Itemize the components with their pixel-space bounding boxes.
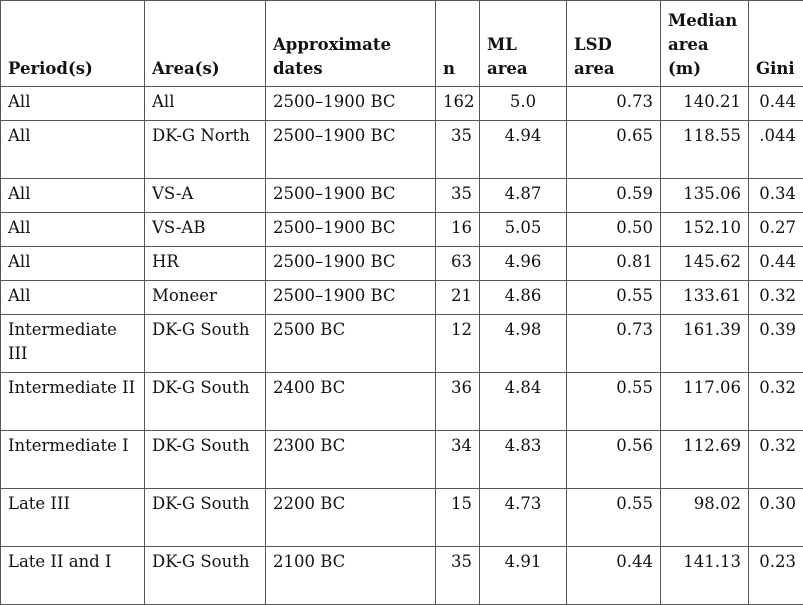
cell-lsd-area: 0.73 [567, 315, 661, 373]
cell-period: All [1, 121, 145, 179]
header-row [1, 1, 803, 87]
cell-n: 36 [436, 373, 480, 431]
cell-dates: 2100 BC [266, 547, 436, 605]
cell-median-area: 145.62 [661, 247, 749, 281]
cell-period: Late III [1, 489, 145, 547]
cell-area: DK-G South [145, 547, 266, 605]
cell-median-area: 141.13 [661, 547, 749, 605]
cell-dates: 2500–1900 BC [266, 281, 436, 315]
table-body [1, 87, 803, 605]
cell-lsd-area: 0.59 [567, 179, 661, 213]
cell-lsd-area: 0.81 [567, 247, 661, 281]
table-row [1, 281, 803, 315]
cell-area: VS-A [145, 179, 266, 213]
cell-area: DK-G North [145, 121, 266, 179]
cell-median-area: 98.02 [661, 489, 749, 547]
table-row [1, 315, 803, 373]
header-dates: Approximate dates [266, 1, 436, 87]
cell-dates: 2500–1900 BC [266, 179, 436, 213]
cell-area: HR [145, 247, 266, 281]
cell-ml-area: 4.91 [480, 547, 567, 605]
cell-area: DK-G South [145, 489, 266, 547]
cell-period: All [1, 87, 145, 121]
cell-n: 35 [436, 121, 480, 179]
cell-period: Intermediate III [1, 315, 145, 373]
cell-period: All [1, 213, 145, 247]
cell-area: VS-AB [145, 213, 266, 247]
cell-lsd-area: 0.44 [567, 547, 661, 605]
cell-n: 16 [436, 213, 480, 247]
table-row [1, 547, 803, 605]
cell-period: All [1, 179, 145, 213]
cell-lsd-area: 0.50 [567, 213, 661, 247]
cell-area: DK-G South [145, 315, 266, 373]
cell-lsd-area: 0.73 [567, 87, 661, 121]
cell-lsd-area: 0.55 [567, 489, 661, 547]
cell-dates: 2500–1900 BC [266, 87, 436, 121]
cell-ml-area: 4.83 [480, 431, 567, 489]
header-n: n [436, 1, 480, 87]
header-gini: Gini [749, 1, 803, 87]
cell-dates: 2500 BC [266, 315, 436, 373]
header-period: Period(s) [1, 1, 145, 87]
cell-period: Intermediate I [1, 431, 145, 489]
cell-ml-area: 4.73 [480, 489, 567, 547]
cell-n: 35 [436, 547, 480, 605]
cell-median-area: 140.21 [661, 87, 749, 121]
cell-ml-area: 4.96 [480, 247, 567, 281]
cell-dates: 2500–1900 BC [266, 121, 436, 179]
cell-n: 15 [436, 489, 480, 547]
cell-dates: 2300 BC [266, 431, 436, 489]
cell-ml-area: 4.84 [480, 373, 567, 431]
cell-n: 12 [436, 315, 480, 373]
cell-area: Moneer [145, 281, 266, 315]
table-row [1, 121, 803, 179]
table-row [1, 179, 803, 213]
cell-gini: 0.44 [749, 87, 803, 121]
cell-median-area: 152.10 [661, 213, 749, 247]
cell-ml-area: 4.94 [480, 121, 567, 179]
header-ml-area: ML area [480, 1, 567, 87]
table-row [1, 87, 803, 121]
header-area: Area(s) [145, 1, 266, 87]
table-row [1, 489, 803, 547]
cell-median-area: 112.69 [661, 431, 749, 489]
cell-gini: 0.32 [749, 373, 803, 431]
cell-period: All [1, 247, 145, 281]
cell-n: 35 [436, 179, 480, 213]
cell-n: 162 [436, 87, 480, 121]
cell-gini: 0.27 [749, 213, 803, 247]
cell-period: All [1, 281, 145, 315]
cell-dates: 2200 BC [266, 489, 436, 547]
cell-ml-area: 4.98 [480, 315, 567, 373]
cell-area: DK-G South [145, 431, 266, 489]
table-row [1, 213, 803, 247]
header-lsd-area: LSD area [567, 1, 661, 87]
cell-ml-area: 4.87 [480, 179, 567, 213]
cell-dates: 2400 BC [266, 373, 436, 431]
cell-dates: 2500–1900 BC [266, 213, 436, 247]
cell-lsd-area: 0.56 [567, 431, 661, 489]
cell-lsd-area: 0.55 [567, 373, 661, 431]
cell-lsd-area: 0.55 [567, 281, 661, 315]
table-row [1, 247, 803, 281]
cell-ml-area: 5.05 [480, 213, 567, 247]
cell-ml-area: 5.0 [480, 87, 567, 121]
cell-area: DK-G South [145, 373, 266, 431]
cell-period: Intermediate II [1, 373, 145, 431]
cell-period: Late II and I [1, 547, 145, 605]
cell-dates: 2500–1900 BC [266, 247, 436, 281]
cell-gini: 0.32 [749, 431, 803, 489]
cell-gini: 0.34 [749, 179, 803, 213]
table-row [1, 431, 803, 489]
cell-gini: 0.44 [749, 247, 803, 281]
cell-n: 34 [436, 431, 480, 489]
cell-gini: .044 [749, 121, 803, 179]
cell-gini: 0.32 [749, 281, 803, 315]
cell-gini: 0.39 [749, 315, 803, 373]
cell-median-area: 117.06 [661, 373, 749, 431]
cell-median-area: 135.06 [661, 179, 749, 213]
cell-lsd-area: 0.65 [567, 121, 661, 179]
cell-ml-area: 4.86 [480, 281, 567, 315]
cell-median-area: 133.61 [661, 281, 749, 315]
cell-n: 21 [436, 281, 480, 315]
cell-median-area: 118.55 [661, 121, 749, 179]
cell-area: All [145, 87, 266, 121]
cell-gini: 0.30 [749, 489, 803, 547]
cell-n: 63 [436, 247, 480, 281]
cell-median-area: 161.39 [661, 315, 749, 373]
table-row [1, 373, 803, 431]
header-median-area: Median area (m) [661, 1, 749, 87]
cell-gini: 0.23 [749, 547, 803, 605]
